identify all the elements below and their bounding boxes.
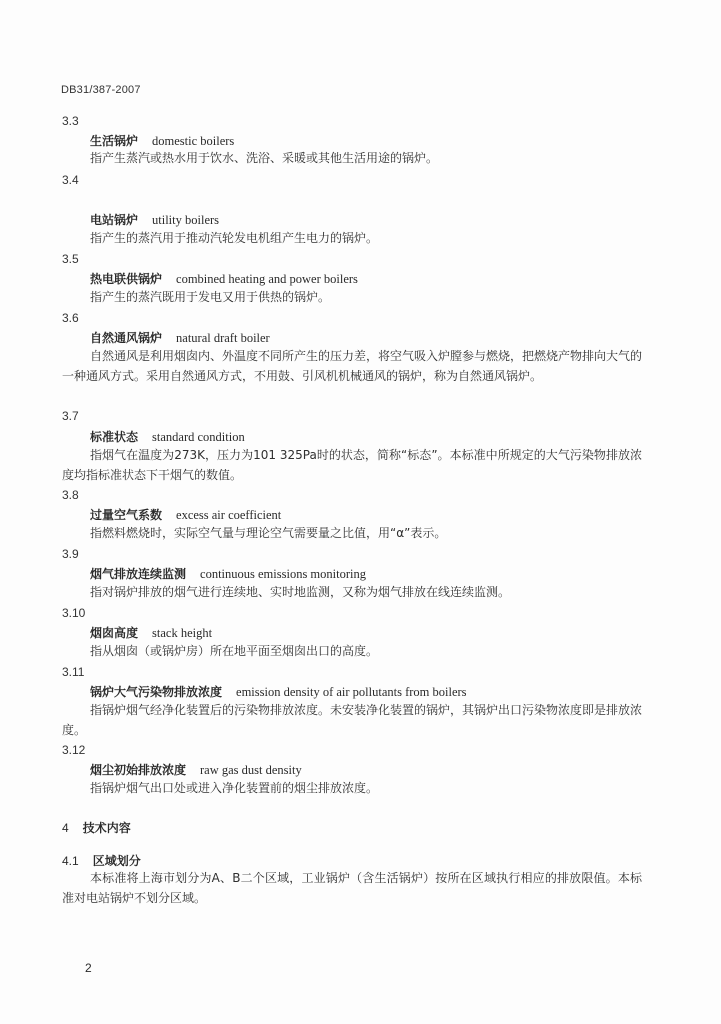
term-definition: 指从烟囱（或锅炉房）所在地平面至烟囱出口的高度。 [90, 644, 379, 658]
term-definition: 指锅炉烟气经净化装置后的污染物排放浓度。未安装净化装置的锅炉，其锅炉出口污染物浓度即是排放浓度。 [62, 703, 643, 737]
term-zh: 生活锅炉 [90, 134, 139, 148]
section-title: 技术内容 [82, 821, 131, 835]
clause-number: 3.7 [62, 409, 79, 423]
term-heading [90, 132, 234, 149]
term-definition: 指产生的蒸汽用于推动汽轮发电机组产生电力的锅炉。 [90, 231, 379, 245]
clause-number: 3.6 [62, 311, 79, 325]
term-heading [90, 683, 467, 700]
clause-number: 3.3 [62, 114, 79, 128]
term-zh: 自然通风锅炉 [90, 331, 163, 345]
term-en: continuous emissions monitoring [200, 567, 366, 581]
term-en: natural draft boiler [176, 331, 270, 345]
term-en: excess air coefficient [176, 508, 282, 522]
term-zh: 过量空气系数 [90, 508, 163, 522]
clause-number: 3.5 [62, 252, 79, 266]
subsection-number: 4.1 [62, 854, 79, 868]
clause-number: 3.12 [62, 743, 86, 757]
subsection-title: 区域划分 [92, 854, 141, 868]
term-heading [90, 428, 245, 445]
term-heading [90, 565, 366, 582]
term-definition: 指产生蒸汽或热水用于饮水、洗浴、采暖或其他生活用途的锅炉。 [90, 151, 439, 165]
page-number: 2 [85, 961, 92, 975]
section-number: 4 [62, 821, 69, 835]
clause-number: 3.4 [62, 173, 79, 187]
clause-number: 3.10 [62, 606, 86, 620]
term-zh: 标准状态 [90, 430, 139, 444]
term-en: utility boilers [152, 213, 220, 227]
term-definition: 指对锅炉排放的烟气进行连续地、实时地监测，又称为烟气排放在线连续监测。 [90, 585, 511, 599]
term-en: combined heating and power boilers [176, 272, 358, 286]
term-en: emission density of air pollutants from boilers [236, 685, 467, 699]
clause-number: 3.8 [62, 488, 79, 502]
term-zh: 热电联供锅炉 [90, 272, 163, 286]
section-heading [62, 819, 131, 836]
clause-number: 3.11 [62, 665, 85, 679]
term-definition: 自然通风是利用烟囱内、外温度不同所产生的压力差，将空气吸入炉膛参与燃烧，把燃烧产物排向大气的一种通风方式。采用自然通风方式，不用鼓、引风机机械通风的锅炉，称为自然通风锅炉。 [62, 349, 643, 383]
subsection-heading [62, 852, 141, 869]
term-heading [90, 329, 270, 346]
term-zh: 烟囱高度 [90, 626, 139, 640]
term-definition: 指燃料燃烧时，实际空气量与理论空气需要量之比值，用“α”表示。 [90, 526, 447, 540]
term-zh: 电站锅炉 [90, 213, 139, 227]
subsection-text: 本标准将上海市划分为A、B二个区域，工业锅炉（含生活锅炉）按所在区域执行相应的排放限值。本标准对电站锅炉不划分区域。 [62, 871, 642, 905]
term-en: standard condition [152, 430, 245, 444]
document-code: DB31/387-2007 [61, 84, 141, 96]
term-zh: 烟尘初始排放浓度 [90, 763, 187, 777]
term-en: raw gas dust density [200, 763, 302, 777]
term-heading [90, 624, 212, 641]
term-zh: 烟气排放连续监测 [90, 567, 187, 581]
term-definition: 指产生的蒸汽既用于发电又用于供热的锅炉。 [90, 290, 331, 304]
term-heading [90, 506, 281, 523]
term-zh: 锅炉大气污染物排放浓度 [90, 685, 223, 699]
term-en: domestic boilers [152, 134, 235, 148]
term-heading [90, 211, 219, 228]
term-definition: 指锅炉烟气出口处或进入净化装置前的烟尘排放浓度。 [90, 781, 379, 795]
term-heading [90, 270, 358, 287]
term-en: stack height [152, 626, 213, 640]
term-definition: 指烟气在温度为273K，压力为101 325Pa时的状态，简称“标态”。本标准中所规定的大气污染物排放浓度均指标准状态下干烟气的数值。 [62, 448, 642, 482]
term-heading [90, 761, 302, 778]
clause-number: 3.9 [62, 547, 79, 561]
